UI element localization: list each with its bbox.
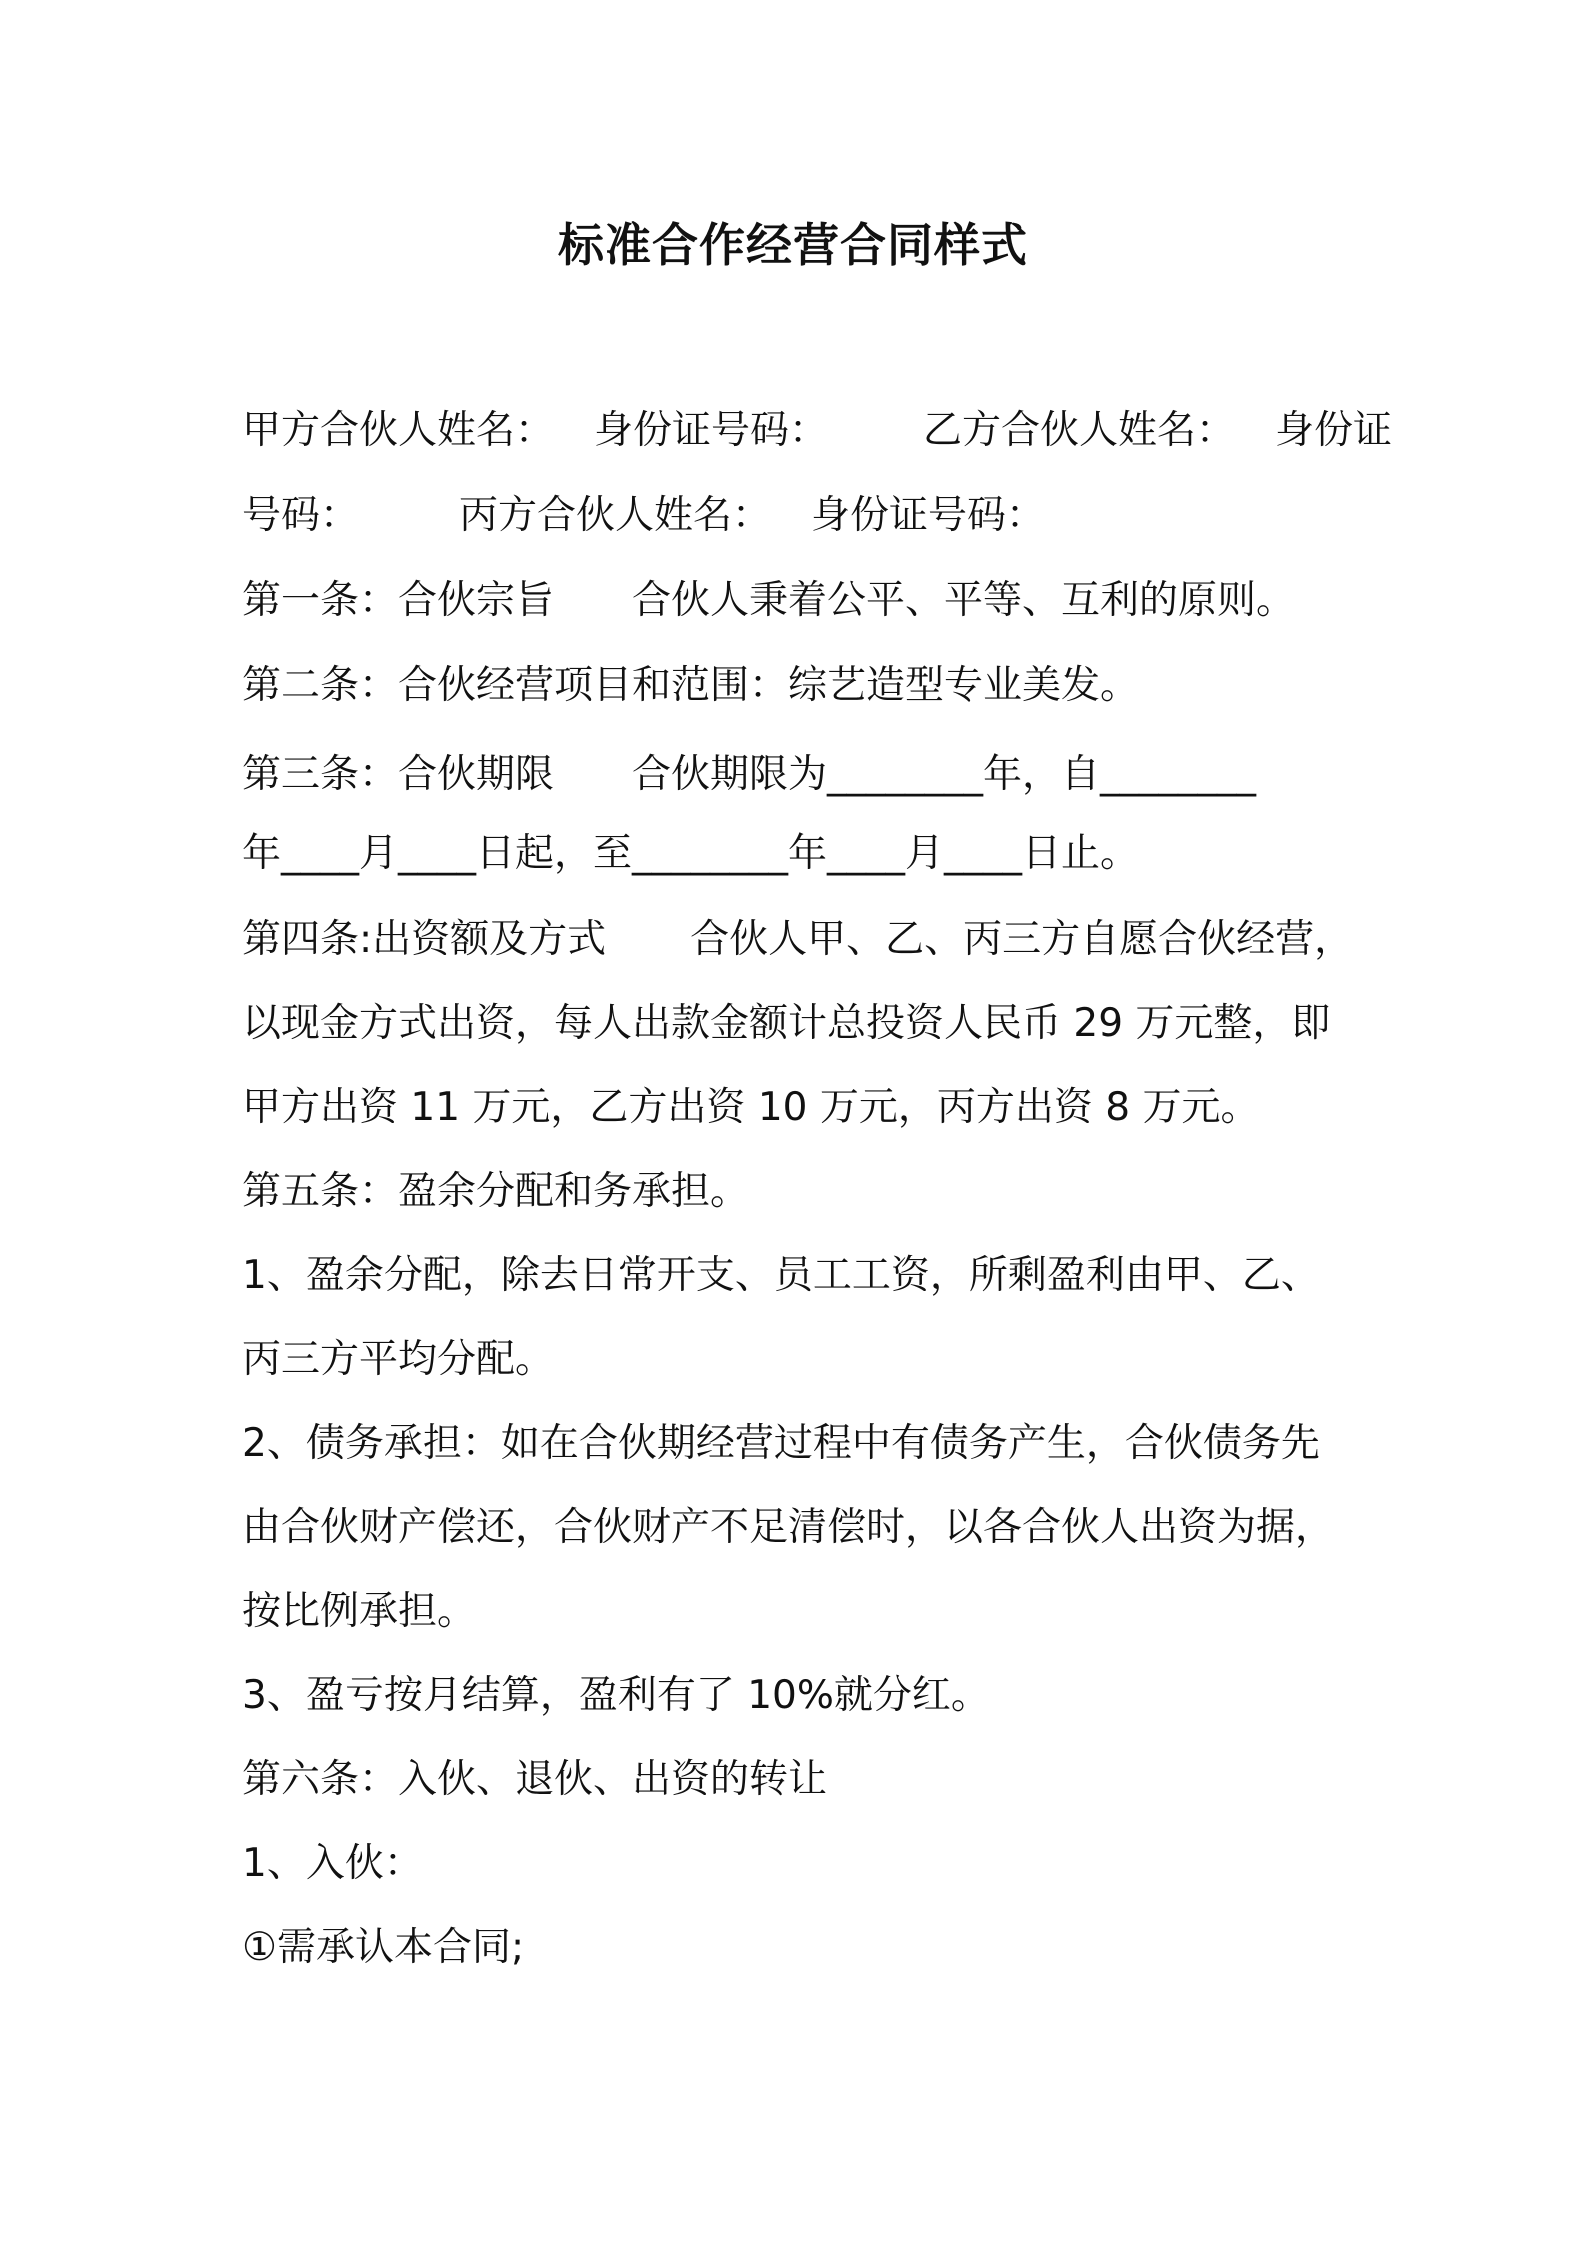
party-b-name-label: 乙方合伙人姓名： xyxy=(923,408,1236,453)
article-1-body: 合伙人秉着公平、平等、互利的原则。 xyxy=(632,578,1296,623)
article-6-item-1: 1、入伙： xyxy=(242,1841,423,1886)
article-4-line-1 xyxy=(242,910,1353,970)
article-5-item-1-line-1: 1、盈余分配，除去日常开支、员工工资，所剩盈利由甲、乙、 xyxy=(242,1253,1320,1298)
party-c-id-label: 身份证号码： xyxy=(811,493,1046,538)
article-2: 第二条：合伙经营项目和范围：综艺造型专业美发。 xyxy=(242,663,1140,708)
article-3-body-line-2: 年____月____日起，至________年____月____日止。 xyxy=(242,831,1140,876)
parties-line-2 xyxy=(242,486,1045,546)
article-6-item-1-sub-1: ①需承认本合同; xyxy=(242,1925,525,1970)
party-a-id-label: 身份证号码： xyxy=(594,408,829,453)
article-5-item-2-line-3: 按比例承担。 xyxy=(242,1589,477,1634)
article-5-heading: 第五条：盈余分配和务承担。 xyxy=(242,1169,750,1214)
party-b-id-label-part1: 身份证 xyxy=(1275,408,1393,453)
article-5-item-2-line-1: 2、债务承担：如在合伙期经营过程中有债务产生，合伙债务先 xyxy=(242,1421,1320,1466)
document-title: 标准合作经营合同样式 xyxy=(558,218,1028,272)
article-5-item-1-line-2: 丙三方平均分配。 xyxy=(242,1337,555,1382)
article-4-body-line-3: 甲方出资 11 万元，乙方出资 10 万元，丙方出资 8 万元。 xyxy=(242,1085,1260,1130)
article-3-heading: 第三条：合伙期限 xyxy=(242,752,555,797)
article-6-heading: 第六条：入伙、退伙、出资的转让 xyxy=(242,1757,828,1802)
party-b-id-label-part2: 号码： xyxy=(242,493,360,538)
article-3-body-line-1: 合伙期限为________年，自________ xyxy=(632,752,1257,797)
article-4-body-line-2: 以现金方式出资，每人出款金额计总投资人民币 29 万元整，即 xyxy=(242,1001,1331,1046)
article-5-item-3: 3、盈亏按月结算，盈利有了 10%就分红。 xyxy=(242,1673,990,1718)
article-5-item-2-line-2: 由合伙财产偿还，合伙财产不足清偿时，以各合伙人出资为据， xyxy=(242,1505,1335,1550)
party-c-name-label: 丙方合伙人姓名： xyxy=(459,493,772,538)
party-a-name-label: 甲方合伙人姓名： xyxy=(242,408,555,453)
article-4-heading: 第四条:出资额及方式 xyxy=(242,917,607,962)
article-1-heading: 第一条：合伙宗旨 xyxy=(242,578,555,623)
article-3-line-1 xyxy=(242,745,1256,805)
article-4-body-line-1: 合伙人甲、乙、丙三方自愿合伙经营， xyxy=(690,917,1354,962)
article-1 xyxy=(242,571,1295,631)
parties-line-1 xyxy=(242,401,1392,461)
